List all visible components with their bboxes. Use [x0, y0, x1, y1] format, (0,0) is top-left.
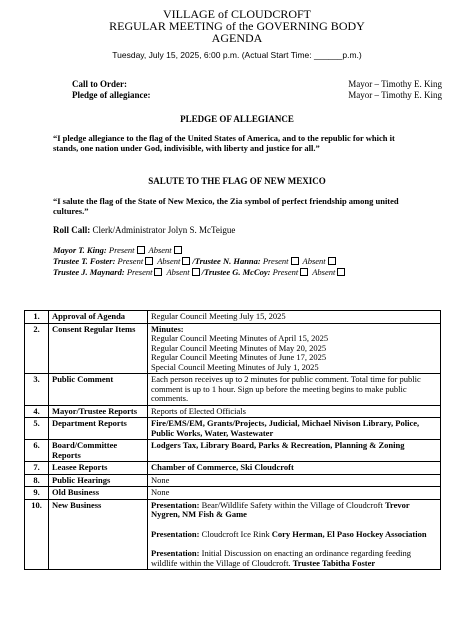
detail-text: Cloudcroft Ice Rink — [199, 528, 272, 539]
absent-label: Absent — [157, 256, 181, 266]
call-to-order-label: Call to Order: — [72, 79, 127, 89]
agenda-item-title: Department Reports — [49, 418, 148, 440]
agenda-row — [25, 499, 441, 570]
agenda-item-number: 2. — [25, 323, 49, 374]
present-label: Present — [117, 256, 144, 266]
roll-call-label: Roll Call: — [53, 225, 91, 235]
pledge-row — [72, 90, 442, 100]
detail-emphasis: Cory Herman, El Paso Hockey Association — [271, 528, 427, 539]
mayor-name: Mayor T. King: — [53, 245, 107, 255]
detail-emphasis: Trustee Tabitha Foster — [292, 557, 376, 568]
detail-emphasis: Presentation: — [151, 499, 200, 510]
agenda-item-details — [148, 440, 441, 462]
agenda-item-title: Old Business — [49, 487, 148, 500]
detail-text: Initial Discussion on enacting an ordinance regarding feeding wildlife within the Village of Cloudcroft. — [151, 548, 411, 568]
absent-label: Absent — [312, 267, 336, 277]
present-label: Present — [272, 267, 299, 277]
agenda-item-title: New Business — [49, 499, 148, 570]
salute-heading: SALUTE TO THE FLAG OF NEW MEXICO — [148, 176, 326, 186]
mccoy-name: /Trustee G. McCoy: — [201, 267, 271, 277]
call-to-order-value: Mayor – Timothy E. King — [348, 79, 442, 89]
agenda-detail-line: Chamber of Commerce, Ski Cloudcroft — [151, 462, 294, 472]
present-label: Present — [262, 256, 289, 266]
detail-text: Bear/Wildlife Safety within the Village of Cloudcroft — [199, 499, 385, 510]
detail-emphasis: Presentation: — [151, 528, 200, 539]
agenda-row — [25, 487, 441, 500]
agenda-item-number: 6. — [25, 440, 49, 462]
agenda-row — [25, 311, 441, 324]
agenda-row — [25, 405, 441, 418]
call-to-order-row — [72, 79, 442, 89]
agenda-detail-line: Fire/EMS/EM, Grants/Projects, Judicial, Michael Nivison Library, Police, Public Works, Water, Wastewater — [151, 418, 420, 438]
agenda-detail-line: Reports of Elected Officials — [151, 405, 246, 416]
agenda-table — [24, 310, 441, 570]
attendance-mayor — [53, 245, 184, 255]
present-label: Present — [126, 267, 153, 277]
absent-label: Absent — [166, 267, 190, 277]
village-title: VILLAGE of CLOUDCROFT — [163, 7, 311, 21]
agenda-item-details — [148, 418, 441, 440]
agenda-item-title: Consent Regular Items — [49, 323, 148, 374]
agenda-item-details — [148, 311, 441, 324]
pledge-value: Mayor – Timothy E. King — [348, 90, 442, 100]
present-checkbox[interactable] — [291, 257, 299, 265]
agenda-item-details — [148, 487, 441, 500]
absent-checkbox[interactable] — [328, 257, 336, 265]
present-checkbox[interactable] — [300, 268, 308, 276]
agenda-detail-line: Minutes: — [151, 323, 184, 334]
agenda-detail-line: Each person receives up to 2 minutes for public comment. Total time for public comment is up to 1 hour. Sign up before the meeting begins to make public comments. — [151, 374, 421, 403]
agenda-detail-line: None — [151, 474, 170, 485]
pledge-label: Pledge of allegiance: — [72, 90, 151, 100]
agenda-row — [25, 374, 441, 406]
meeting-title: REGULAR MEETING of the GOVERNING BODY — [109, 19, 365, 33]
attendance-maynard-mccoy — [53, 267, 347, 277]
agenda-item-details — [148, 499, 441, 570]
agenda-row — [25, 474, 441, 487]
agenda-item-title: Mayor/Trustee Reports — [49, 405, 148, 418]
agenda-detail-line: Regular Council Meeting Minutes of April 15, 2025 — [151, 333, 329, 343]
agenda-item-number: 3. — [25, 374, 49, 406]
agenda-item-number: 10. — [25, 499, 49, 570]
agenda-item-title: Leasee Reports — [49, 462, 148, 475]
agenda-detail-line: Regular Council Meeting Minutes of June 17, 2025 — [151, 352, 327, 362]
roll-call — [53, 225, 235, 235]
absent-checkbox[interactable] — [174, 246, 182, 254]
absent-label: Absent — [302, 256, 326, 266]
agenda-detail-line: Regular Council Meeting Minutes of May 20, 2025 — [151, 342, 327, 353]
agenda-item-number: 1. — [25, 311, 49, 324]
agenda-detail-line: Lodgers Tax, Library Board, Parks & Recreation, Planning & Zoning — [151, 440, 405, 450]
pledge-text: “I pledge allegiance to the flag of the United States of America, and to the republic for which it stands, one nation under God, indivisible, with liberty and justice for all.” — [53, 133, 395, 153]
agenda-item-details — [148, 462, 441, 475]
agenda-detail-line: Special Council Meeting Minutes of July 1, 2025 — [151, 361, 319, 372]
hanna-name: /Trustee N. Hanna: — [192, 256, 261, 266]
agenda-detail-line — [151, 530, 437, 540]
salute-text: “I salute the flag of the State of New Mexico, the Zia symbol of perfect friendship among united cultures.” — [53, 196, 399, 216]
absent-checkbox[interactable] — [182, 257, 190, 265]
meeting-date-line: Tuesday, July 15, 2025, 6:00 p.m. (Actual Start Time: ______p.m.) — [112, 50, 362, 60]
agenda-title: AGENDA — [211, 31, 263, 45]
agenda-item-details — [148, 474, 441, 487]
agenda-item-title: Approval of Agenda — [49, 311, 148, 324]
agenda-detail-line: Regular Council Meeting July 15, 2025 — [151, 311, 286, 321]
detail-emphasis: Presentation: — [151, 548, 200, 558]
foster-name: Trustee T. Foster: — [53, 256, 116, 266]
absent-checkbox[interactable] — [337, 268, 345, 276]
agenda-item-number: 7. — [25, 462, 49, 475]
absent-checkbox[interactable] — [192, 268, 200, 276]
maynard-name: Trustee J. Maynard: — [53, 267, 125, 277]
pledge-heading: PLEDGE OF ALLEGIANCE — [180, 114, 294, 124]
agenda-row — [25, 440, 441, 462]
roll-call-value: Clerk/Administrator Jolyn S. McTeigue — [92, 225, 236, 235]
agenda-item-details — [148, 374, 441, 406]
agenda-row — [25, 462, 441, 475]
agenda-item-number: 5. — [25, 418, 49, 440]
agenda-item-details — [148, 323, 441, 374]
agenda-item-title: Public Hearings — [49, 474, 148, 487]
agenda-item-number: 9. — [25, 487, 49, 500]
agenda-detail-line: None — [151, 487, 170, 497]
agenda-item-number: 4. — [25, 405, 49, 418]
agenda-item-details — [148, 405, 441, 418]
agenda-detail-line — [151, 549, 437, 568]
absent-label: Absent — [148, 245, 172, 255]
present-checkbox[interactable] — [137, 246, 145, 254]
agenda-row — [25, 323, 441, 374]
present-label: Present — [108, 245, 135, 255]
agenda-row — [25, 418, 441, 440]
detail-emphasis: Trevor Nygren, NM Fish & Game — [151, 499, 410, 519]
present-checkbox[interactable] — [145, 257, 153, 265]
present-checkbox[interactable] — [154, 268, 162, 276]
agenda-detail-line — [151, 501, 437, 520]
attendance-foster-hanna — [53, 256, 338, 266]
agenda-item-number: 8. — [25, 474, 49, 487]
agenda-item-title: Board/Committee Reports — [49, 440, 148, 462]
agenda-item-title: Public Comment — [49, 374, 148, 406]
